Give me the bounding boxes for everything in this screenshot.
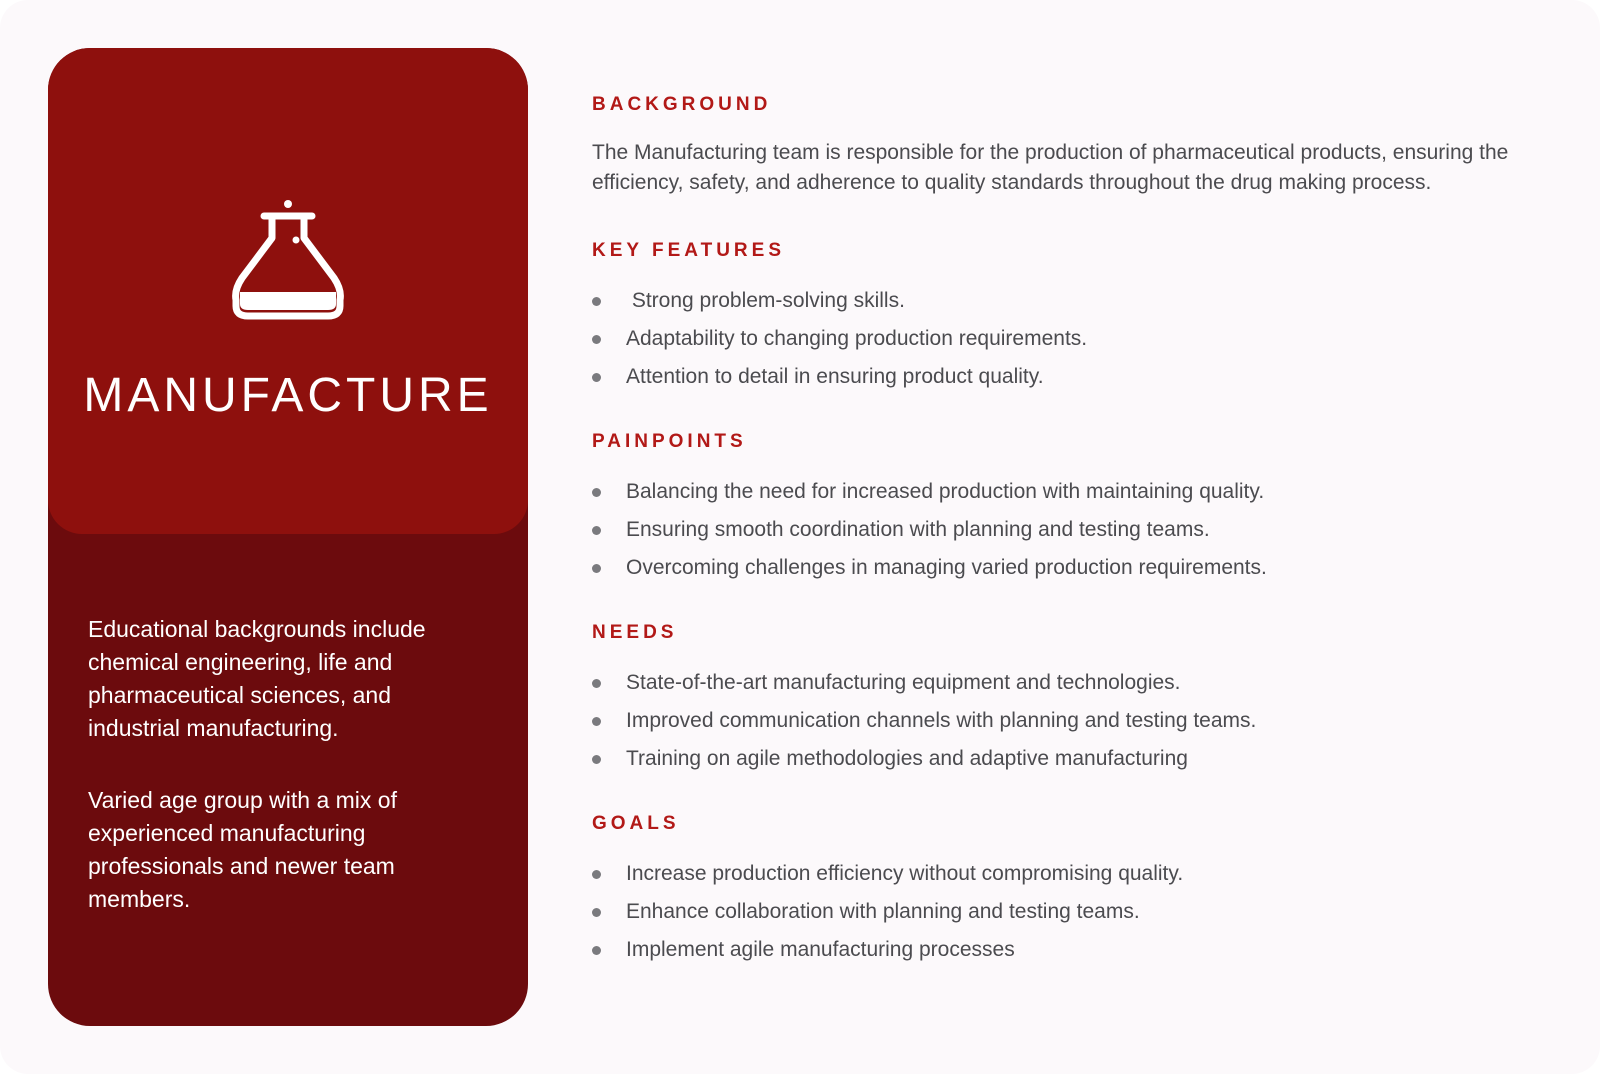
- goals-list: [592, 855, 1542, 969]
- bullet-icon: [592, 564, 601, 573]
- bullet-icon: [592, 526, 601, 535]
- section-title-key-features: KEY FEATURES: [592, 240, 785, 261]
- bullet-icon: [592, 488, 601, 497]
- persona-age-group: Varied age group with a mix of experienced manufacturing professionals and newer team members.: [88, 787, 397, 912]
- goals-section: [592, 811, 1542, 969]
- bullet-icon: [592, 297, 601, 306]
- flask-icon: [228, 196, 348, 326]
- needs-section: [592, 620, 1542, 778]
- list-item: [592, 473, 1542, 511]
- list-item-text: State-of-the-art manufacturing equipment and technologies.: [626, 671, 1181, 694]
- list-item: [592, 702, 1542, 740]
- list-item: [592, 664, 1542, 702]
- list-item: [592, 740, 1542, 778]
- list-item: [592, 893, 1542, 931]
- list-item: [592, 320, 1542, 358]
- persona-card-header: [48, 48, 528, 534]
- section-title-needs: NEEDS: [592, 622, 678, 643]
- list-item-text: Balancing the need for increased production with maintaining quality.: [626, 480, 1265, 503]
- list-item-text: Implement agile manufacturing processes: [626, 938, 1015, 961]
- bullet-icon: [592, 335, 601, 344]
- list-item-text: Improved communication channels with planning and testing teams.: [626, 709, 1257, 732]
- background-text: The Manufacturing team is responsible for the production of pharmaceutical products, ensuring the efficiency, safety, and adherence to quality standards throughout the drug making process.: [592, 141, 1509, 194]
- list-item-text: Strong problem-solving skills.: [626, 289, 905, 312]
- list-item-text: Overcoming challenges in managing varied production requirements.: [626, 556, 1267, 579]
- section-title-goals: GOALS: [592, 813, 680, 834]
- bullet-icon: [592, 717, 601, 726]
- list-item-text: Training on agile methodologies and adaptive manufacturing: [626, 747, 1188, 770]
- list-item-text: Adaptability to changing production requirements.: [626, 327, 1088, 350]
- list-item: [592, 855, 1542, 893]
- list-item: [592, 358, 1542, 396]
- key-features-section: [592, 238, 1542, 396]
- persona-card: [48, 48, 528, 1026]
- key-features-list: [592, 282, 1542, 396]
- list-item: [592, 549, 1542, 587]
- bullet-icon: [592, 679, 601, 688]
- bullet-icon: [592, 373, 601, 382]
- list-item: [592, 511, 1542, 549]
- list-item: [592, 282, 1542, 320]
- list-item-text: Increase production efficiency without compromising quality.: [626, 862, 1184, 885]
- bullet-icon: [592, 755, 601, 764]
- list-item-text: Attention to detail in ensuring product quality.: [626, 365, 1044, 388]
- painpoints-section: [592, 429, 1542, 587]
- bullet-icon: [592, 908, 601, 917]
- persona-description: [88, 613, 488, 955]
- background-section: [592, 92, 1542, 198]
- role-title: MANUFACTURE: [83, 369, 493, 422]
- list-item: [592, 931, 1542, 969]
- list-item-text: Ensuring smooth coordination with planning and testing teams.: [626, 518, 1210, 541]
- bullet-icon: [592, 870, 601, 879]
- painpoints-list: [592, 473, 1542, 587]
- persona-education: Educational backgrounds include chemical engineering, life and pharmaceutical sciences, and industrial manufacturing.: [88, 616, 426, 741]
- section-title-background: BACKGROUND: [592, 94, 772, 115]
- list-item-text: Enhance collaboration with planning and testing teams.: [626, 900, 1140, 923]
- needs-list: [592, 664, 1542, 778]
- bullet-icon: [592, 946, 601, 955]
- section-title-painpoints: PAINPOINTS: [592, 431, 747, 452]
